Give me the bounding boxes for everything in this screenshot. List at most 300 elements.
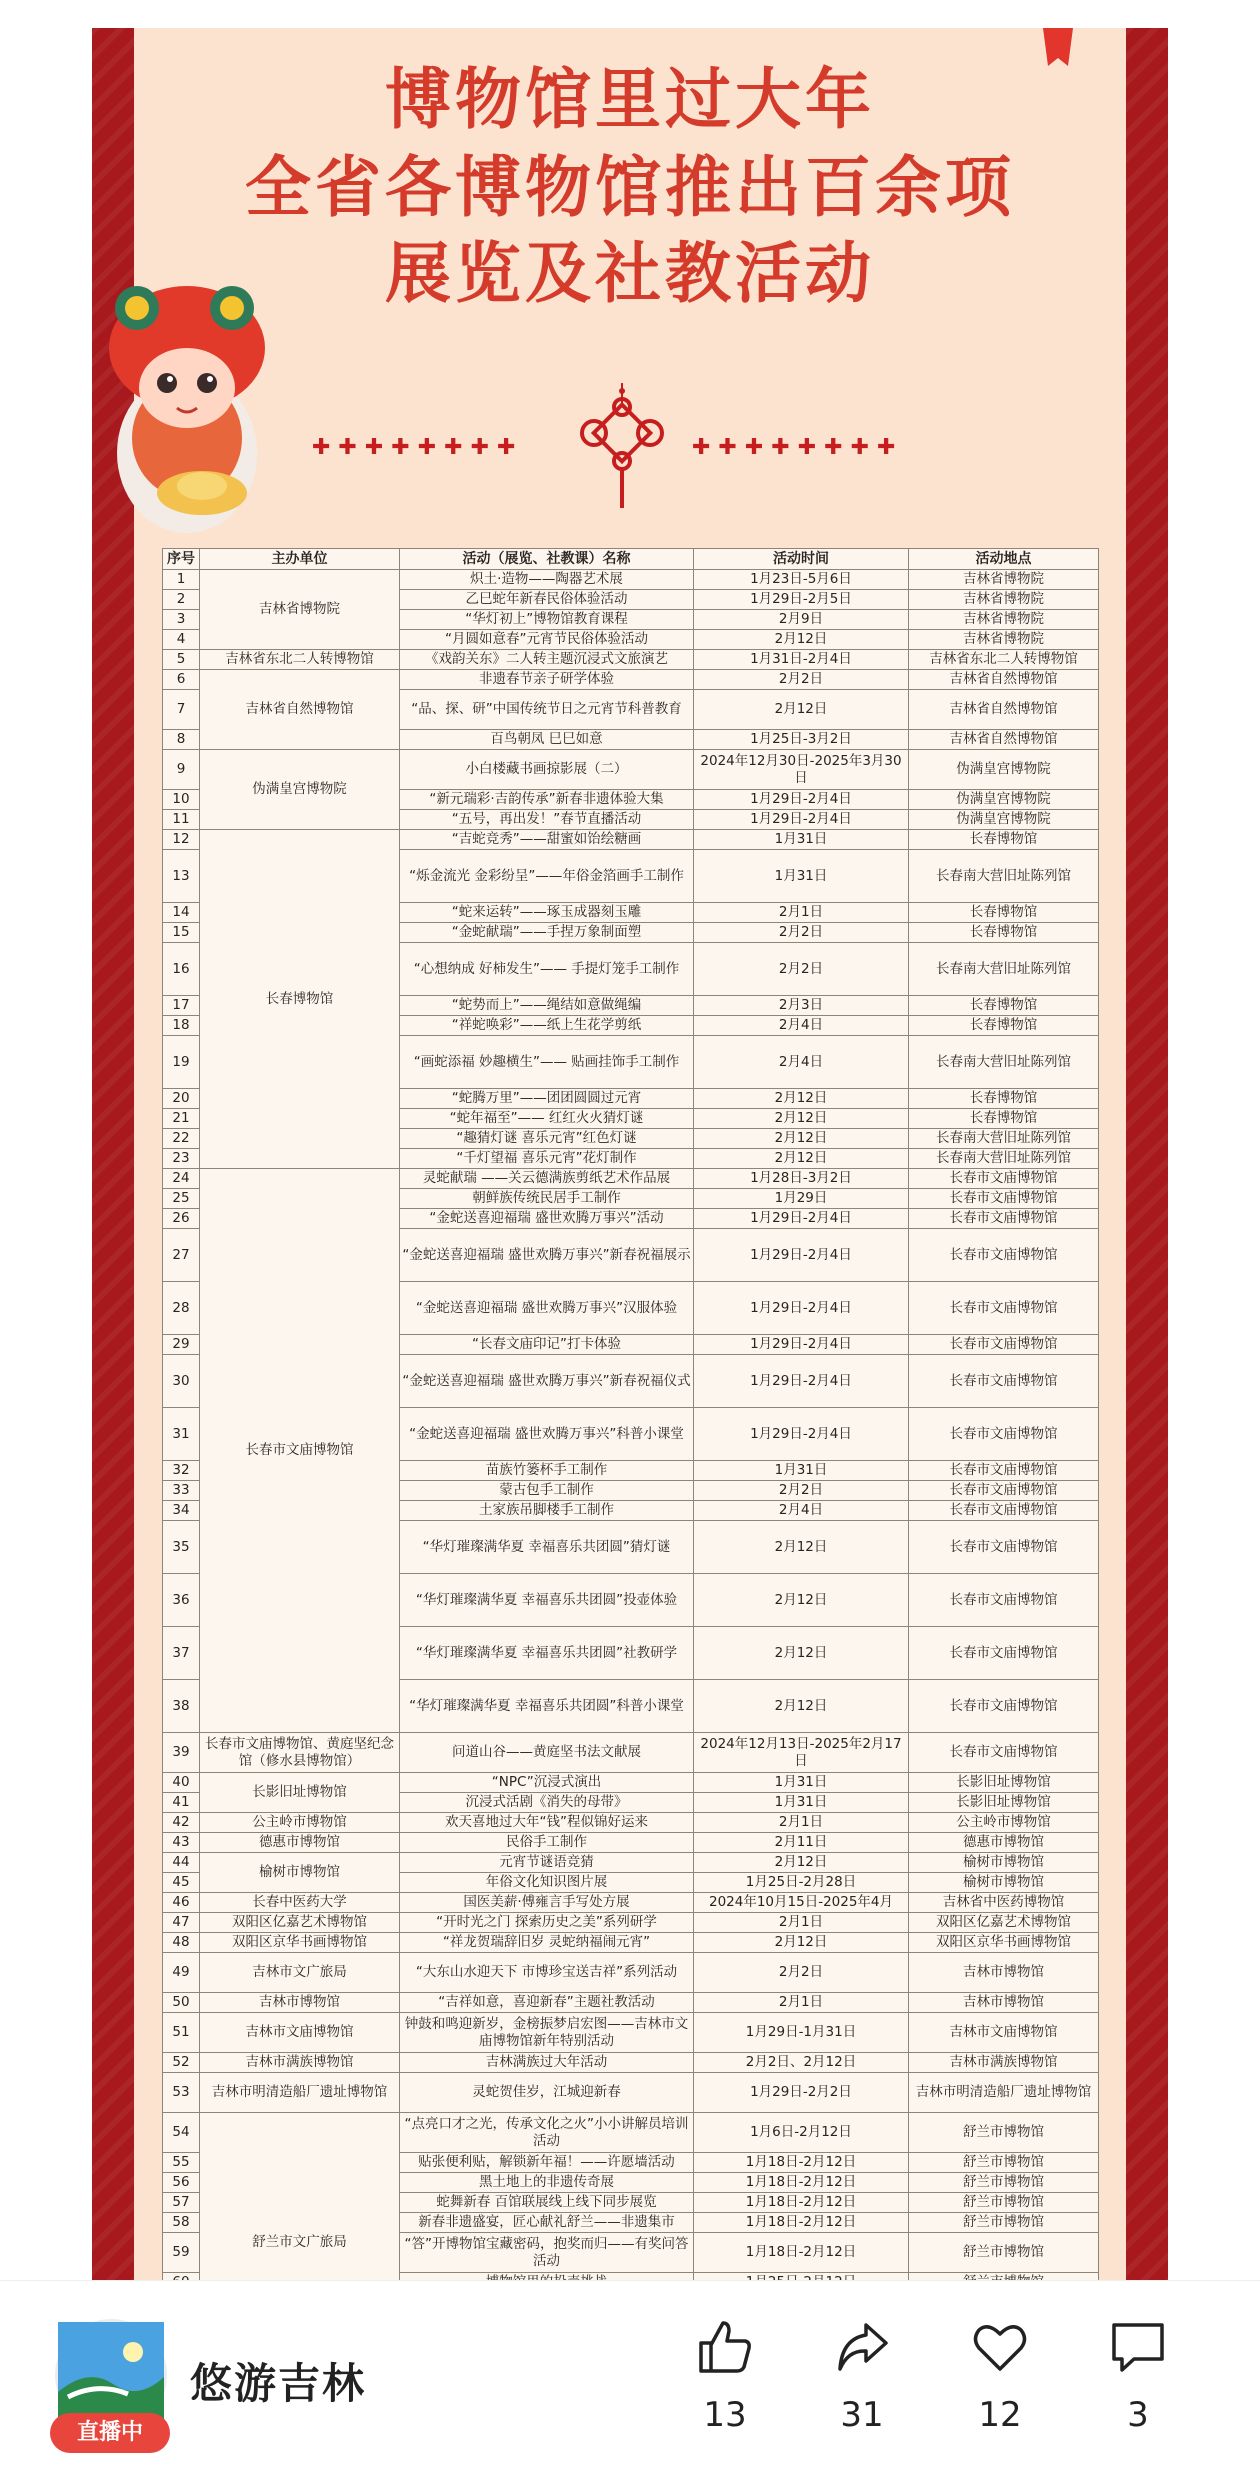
row-time: 2月12日	[694, 1680, 909, 1733]
row-location: 长春市文庙博物馆	[909, 1355, 1099, 1408]
row-index: 18	[163, 1016, 200, 1036]
row-time: 2月3日	[694, 996, 909, 1016]
row-activity: 土家族吊脚楼手工制作	[400, 1501, 694, 1521]
row-location: 长春市文庙博物馆	[909, 1733, 1099, 1773]
row-organizer: 双阳区亿嘉艺术博物馆	[200, 1913, 400, 1933]
row-time: 1月29日-2月4日	[694, 1209, 909, 1229]
row-time: 1月25日-3月2日	[694, 730, 909, 750]
row-location: 长春市文庙博物馆	[909, 1282, 1099, 1335]
row-organizer: 吉林省自然博物馆	[200, 670, 400, 750]
chinese-knot-icon	[572, 383, 672, 513]
row-index: 4	[163, 630, 200, 650]
row-location: 长春博物馆	[909, 1089, 1099, 1109]
table-row	[163, 1169, 1099, 1189]
row-time: 1月29日-2月4日	[694, 1335, 909, 1355]
row-location: 长春博物馆	[909, 1016, 1099, 1036]
events-table-body	[163, 570, 1099, 2373]
row-time: 2月12日	[694, 1521, 909, 1574]
decorative-crosses-left: ✚✚✚✚✚✚✚✚	[312, 435, 524, 460]
header-organizer: 主办单位	[200, 549, 400, 570]
row-index: 36	[163, 1574, 200, 1627]
row-organizer: 长影旧址博物馆	[200, 1773, 400, 1813]
table-row	[163, 1933, 1099, 1953]
row-location: 长春南大营旧址陈列馆	[909, 943, 1099, 996]
row-time: 1月18日-2月12日	[694, 2233, 909, 2273]
row-time: 1月23日-5月6日	[694, 570, 909, 590]
poster-right-border	[1126, 28, 1168, 2280]
row-location: 舒兰市博物馆	[909, 2233, 1099, 2273]
row-time: 1月31日	[694, 1773, 909, 1793]
row-location: 吉林省东北二人转博物馆	[909, 650, 1099, 670]
table-row	[163, 1953, 1099, 1993]
row-index: 59	[163, 2233, 200, 2273]
row-location: 长春市文庙博物馆	[909, 1189, 1099, 1209]
row-time: 2月12日	[694, 1129, 909, 1149]
row-time: 2月12日	[694, 1109, 909, 1129]
row-index: 42	[163, 1813, 200, 1833]
row-location: 长春市文庙博物馆	[909, 1501, 1099, 1521]
row-activity: “蛇势而上”——绳结如意做绳编	[400, 996, 694, 1016]
row-time: 2月2日	[694, 1953, 909, 1993]
table-row	[163, 750, 1099, 790]
row-time: 2月12日	[694, 1853, 909, 1873]
row-time: 2月2日	[694, 1481, 909, 1501]
row-activity: 国医美薪·傅雍言手写处方展	[400, 1893, 694, 1913]
row-index: 21	[163, 1109, 200, 1129]
row-time: 1月31日	[694, 1793, 909, 1813]
row-activity: 乙巳蛇年新春民俗体验活动	[400, 590, 694, 610]
share-button[interactable]	[812, 2317, 912, 2435]
row-location: 长春南大营旧址陈列馆	[909, 1149, 1099, 1169]
row-time: 1月6日-2月12日	[694, 2113, 909, 2153]
row-time: 1月29日-2月2日	[694, 2073, 909, 2113]
row-time: 1月18日-2月12日	[694, 2193, 909, 2213]
row-location: 长春市文庙博物馆	[909, 1627, 1099, 1680]
row-location: 德惠市博物馆	[909, 1833, 1099, 1853]
row-organizer: 公主岭市博物馆	[200, 1813, 400, 1833]
row-location: 长春南大营旧址陈列馆	[909, 1036, 1099, 1089]
row-time: 2024年10月15日-2025年4月	[694, 1893, 909, 1913]
poster-title-line-3: 展览及社教活动	[385, 235, 875, 312]
row-index: 53	[163, 2073, 200, 2113]
row-location: 吉林省博物院	[909, 590, 1099, 610]
row-activity: “金蛇送喜迎福瑞 盛世欢腾万事兴”科普小课堂	[400, 1408, 694, 1461]
row-time: 2月1日	[694, 903, 909, 923]
row-time: 2月2日	[694, 943, 909, 996]
row-time: 1月18日-2月12日	[694, 2173, 909, 2193]
row-location: 吉林省博物院	[909, 570, 1099, 590]
row-activity: “画蛇添福 妙趣横生”—— 贴画挂饰手工制作	[400, 1036, 694, 1089]
row-activity: “千灯望福 喜乐元宵”花灯制作	[400, 1149, 694, 1169]
row-index: 58	[163, 2213, 200, 2233]
row-location: 长春博物馆	[909, 996, 1099, 1016]
row-organizer: 吉林市博物馆	[200, 1993, 400, 2013]
row-location: 吉林市博物馆	[909, 1993, 1099, 2013]
table-row	[163, 1773, 1099, 1793]
row-time: 1月31日	[694, 830, 909, 850]
row-organizer: 长春中医药大学	[200, 1893, 400, 1913]
row-index: 2	[163, 590, 200, 610]
row-location: 长春市文庙博物馆	[909, 1481, 1099, 1501]
row-location: 长春南大营旧址陈列馆	[909, 1129, 1099, 1149]
row-index: 51	[163, 2013, 200, 2053]
row-index: 43	[163, 1833, 200, 1853]
row-activity: 新春非遗盛宴，匠心献礼舒兰——非遗集市	[400, 2213, 694, 2233]
row-activity: “蛇年福至”—— 红红火火猜灯谜	[400, 1109, 694, 1129]
row-index: 50	[163, 1993, 200, 2013]
table-row	[163, 1993, 1099, 2013]
row-location: 长春南大营旧址陈列馆	[909, 850, 1099, 903]
table-row	[163, 830, 1099, 850]
row-activity: “答”开博物馆宝藏密码，抱奖而归——有奖问答活动	[400, 2233, 694, 2273]
row-time: 2月9日	[694, 610, 909, 630]
row-activity: 苗族竹篓杯手工制作	[400, 1461, 694, 1481]
row-organizer: 双阳区京华书画博物馆	[200, 1933, 400, 1953]
row-organizer: 吉林市满族博物馆	[200, 2053, 400, 2073]
row-activity: “月圆如意春”元宵节民俗体验活动	[400, 630, 694, 650]
row-activity: “吉祥如意，喜迎新春”主题社教活动	[400, 1993, 694, 2013]
row-organizer: 德惠市博物馆	[200, 1833, 400, 1853]
table-row	[163, 650, 1099, 670]
row-location: 舒兰市博物馆	[909, 2173, 1099, 2193]
row-location: 吉林省博物院	[909, 630, 1099, 650]
row-index: 40	[163, 1773, 200, 1793]
row-time: 1月29日-2月4日	[694, 1282, 909, 1335]
row-index: 10	[163, 790, 200, 810]
bottom-action-bar	[0, 2280, 1260, 2469]
row-organizer: 吉林市文广旅局	[200, 1953, 400, 1993]
row-index: 5	[163, 650, 200, 670]
comment-count: 3	[1127, 2395, 1149, 2435]
row-activity: “NPC”沉浸式演出	[400, 1773, 694, 1793]
row-activity: “金蛇献瑞”——手捏万象制面塑	[400, 923, 694, 943]
row-index: 19	[163, 1036, 200, 1089]
row-location: 长影旧址博物馆	[909, 1773, 1099, 1793]
row-index: 16	[163, 943, 200, 996]
row-index: 46	[163, 1893, 200, 1913]
row-activity: “金蛇送喜迎福瑞 盛世欢腾万事兴”新春祝福展示	[400, 1229, 694, 1282]
row-index: 13	[163, 850, 200, 903]
row-index: 24	[163, 1169, 200, 1189]
row-activity: 贴张便利贴，解锁新年福！——许愿墙活动	[400, 2153, 694, 2173]
row-index: 23	[163, 1149, 200, 1169]
share-count: 31	[840, 2395, 884, 2435]
row-location: 吉林省博物院	[909, 610, 1099, 630]
events-table-wrapper	[162, 548, 1098, 2373]
row-time: 1月29日-2月4日	[694, 790, 909, 810]
row-index: 12	[163, 830, 200, 850]
row-index: 49	[163, 1953, 200, 1993]
row-location: 长春市文庙博物馆	[909, 1209, 1099, 1229]
row-time: 1月29日-1月31日	[694, 2013, 909, 2053]
row-activity: “新元瑞彩·吉韵传承”新春非遗体验大集	[400, 790, 694, 810]
favorite-count: 12	[978, 2395, 1022, 2435]
row-activity: 问道山谷——黄庭坚书法文献展	[400, 1733, 694, 1773]
comment-button[interactable]	[1088, 2317, 1188, 2435]
row-time: 1月29日-2月5日	[694, 590, 909, 610]
row-time: 2月4日	[694, 1501, 909, 1521]
row-activity: “金蛇送喜迎福瑞 盛世欢腾万事兴”汉服体验	[400, 1282, 694, 1335]
row-index: 11	[163, 810, 200, 830]
row-time: 2月12日	[694, 630, 909, 650]
thumbs-up-icon	[695, 2317, 755, 2377]
row-activity: “烁金流光 金彩纷呈”——年俗金箔画手工制作	[400, 850, 694, 903]
row-location: 长影旧址博物馆	[909, 1793, 1099, 1813]
row-location: 舒兰市博物馆	[909, 2153, 1099, 2173]
row-time: 2月11日	[694, 1833, 909, 1853]
row-activity: “蛇腾万里”——团团圆圆过元宵	[400, 1089, 694, 1109]
row-location: 长春博物馆	[909, 1109, 1099, 1129]
row-index: 34	[163, 1501, 200, 1521]
row-location: 榆树市博物馆	[909, 1873, 1099, 1893]
row-time: 1月28日-3月2日	[694, 1169, 909, 1189]
row-index: 55	[163, 2153, 200, 2173]
row-location: 伪满皇宫博物院	[909, 790, 1099, 810]
row-organizer: 长春博物馆	[200, 830, 400, 1169]
table-row	[163, 1913, 1099, 1933]
row-location: 吉林省中医药博物馆	[909, 1893, 1099, 1913]
row-activity: “心想纳成 好柿发生”—— 手提灯笼手工制作	[400, 943, 694, 996]
row-time: 2月2日	[694, 923, 909, 943]
row-activity: 元宵节谜语竞猜	[400, 1853, 694, 1873]
row-location: 长春博物馆	[909, 830, 1099, 850]
row-location: 长春市文庙博物馆	[909, 1521, 1099, 1574]
row-location: 吉林市文庙博物馆	[909, 2013, 1099, 2053]
row-time: 2月12日	[694, 1089, 909, 1109]
row-index: 7	[163, 690, 200, 730]
header-location: 活动地点	[909, 549, 1099, 570]
row-organizer: 吉林市明清造船厂遗址博物馆	[200, 2073, 400, 2113]
row-activity: “趣猜灯谜 喜乐元宵”红色灯谜	[400, 1129, 694, 1149]
table-header-row	[163, 549, 1099, 570]
row-location: 吉林市明清造船厂遗址博物馆	[909, 2073, 1099, 2113]
row-activity: “华灯初上”博物馆教育课程	[400, 610, 694, 630]
poster-image	[92, 28, 1168, 2280]
like-count: 13	[703, 2395, 747, 2435]
row-time: 2月4日	[694, 1016, 909, 1036]
row-location: 双阳区京华书画博物馆	[909, 1933, 1099, 1953]
row-index: 39	[163, 1733, 200, 1773]
row-activity: 沉浸式活剧《消失的母带》	[400, 1793, 694, 1813]
row-activity: “点亮口才之光，传承文化之火”小小讲解员培训活动	[400, 2113, 694, 2153]
table-row	[163, 2053, 1099, 2073]
events-table	[162, 548, 1099, 2373]
row-time: 2月12日	[694, 1627, 909, 1680]
row-time: 2024年12月30日-2025年3月30日	[694, 750, 909, 790]
row-index: 32	[163, 1461, 200, 1481]
row-time: 2月12日	[694, 1574, 909, 1627]
row-activity: 朝鲜族传统民居手工制作	[400, 1189, 694, 1209]
row-index: 31	[163, 1408, 200, 1461]
row-activity: “大东山水迎天下 市博珍宝送吉祥”系列活动	[400, 1953, 694, 1993]
row-index: 38	[163, 1680, 200, 1733]
favorite-button[interactable]	[950, 2317, 1050, 2435]
row-time: 1月31日-2月4日	[694, 650, 909, 670]
row-time: 2月4日	[694, 1036, 909, 1089]
row-index: 33	[163, 1481, 200, 1501]
row-activity: “金蛇送喜迎福瑞 盛世欢腾万事兴”新春祝福仪式	[400, 1355, 694, 1408]
row-time: 1月29日	[694, 1189, 909, 1209]
row-activity: 小白楼藏书画掠影展（二）	[400, 750, 694, 790]
heart-icon	[970, 2317, 1030, 2377]
row-index: 28	[163, 1282, 200, 1335]
row-activity: 百鸟朝凤 巳巳如意	[400, 730, 694, 750]
table-row	[163, 570, 1099, 590]
row-index: 6	[163, 670, 200, 690]
row-time: 1月18日-2月12日	[694, 2153, 909, 2173]
row-location: 公主岭市博物馆	[909, 1813, 1099, 1833]
decorative-crosses-right: ✚✚✚✚✚✚✚✚	[692, 435, 904, 460]
row-index: 1	[163, 570, 200, 590]
row-location: 吉林省自然博物馆	[909, 730, 1099, 750]
row-activity: “五号，再出发！”春节直播活动	[400, 810, 694, 830]
row-location: 吉林省自然博物馆	[909, 670, 1099, 690]
row-index: 29	[163, 1335, 200, 1355]
poster-title-line-2: 全省各博物馆推出百余项	[245, 149, 1015, 226]
row-location: 长春市文庙博物馆	[909, 1229, 1099, 1282]
row-organizer: 长春市文庙博物馆、黄庭坚纪念馆（修水县博物馆）	[200, 1733, 400, 1773]
row-activity: 蛇舞新春 百馆联展线上线下同步展览	[400, 2193, 694, 2213]
row-time: 2月2日	[694, 670, 909, 690]
row-index: 37	[163, 1627, 200, 1680]
row-index: 15	[163, 923, 200, 943]
row-time: 2024年12月13日-2025年2月17日	[694, 1733, 909, 1773]
header-activity: 活动（展览、社教课）名称	[400, 549, 694, 570]
row-location: 榆树市博物馆	[909, 1853, 1099, 1873]
row-location: 吉林市满族博物馆	[909, 2053, 1099, 2073]
row-index: 47	[163, 1913, 200, 1933]
row-activity: “华灯璀璨满华夏 幸福喜乐共团圆”社教研学	[400, 1627, 694, 1680]
channel-name[interactable]: 悠游吉林	[190, 2359, 367, 2408]
row-time: 1月18日-2月12日	[694, 2213, 909, 2233]
table-row	[163, 670, 1099, 690]
like-button[interactable]	[675, 2317, 775, 2435]
row-index: 3	[163, 610, 200, 630]
table-row	[163, 2013, 1099, 2053]
row-organizer: 舒兰市文广旅局	[200, 2113, 400, 2373]
row-activity: 年俗文化知识图片展	[400, 1873, 694, 1893]
row-time: 2月2日、2月12日	[694, 2053, 909, 2073]
row-organizer: 吉林市文庙博物馆	[200, 2013, 400, 2053]
row-location: 舒兰市博物馆	[909, 2113, 1099, 2153]
row-organizer: 吉林省东北二人转博物馆	[200, 650, 400, 670]
row-index: 9	[163, 750, 200, 790]
row-index: 35	[163, 1521, 200, 1574]
row-index: 45	[163, 1873, 200, 1893]
row-activity: “长春文庙印记”打卡体验	[400, 1335, 694, 1355]
header-index: 序号	[163, 549, 200, 570]
table-row	[163, 2073, 1099, 2113]
table-row	[163, 1833, 1099, 1853]
row-index: 54	[163, 2113, 200, 2153]
row-time: 1月29日-2月4日	[694, 1229, 909, 1282]
row-activity: 民俗手工制作	[400, 1833, 694, 1853]
row-activity: “华灯璀璨满华夏 幸福喜乐共团圆”投壶体验	[400, 1574, 694, 1627]
row-location: 伪满皇宫博物院	[909, 750, 1099, 790]
row-location: 吉林省自然博物馆	[909, 690, 1099, 730]
row-index: 48	[163, 1933, 200, 1953]
row-time: 2月1日	[694, 1813, 909, 1833]
table-row	[163, 1853, 1099, 1873]
row-index: 52	[163, 2053, 200, 2073]
row-activity: 非遗春节亲子研学体验	[400, 670, 694, 690]
row-time: 1月25日-2月28日	[694, 1873, 909, 1893]
row-index: 14	[163, 903, 200, 923]
header-time: 活动时间	[694, 549, 909, 570]
comment-bubble-icon	[1108, 2317, 1168, 2377]
poster-title-line-1: 博物馆里过大年	[385, 61, 875, 138]
row-organizer: 伪满皇宫博物院	[200, 750, 400, 830]
row-organizer: 榆树市博物馆	[200, 1853, 400, 1893]
row-activity: 炽土·造物——陶器艺术展	[400, 570, 694, 590]
row-location: 吉林市博物馆	[909, 1953, 1099, 1993]
row-location: 长春博物馆	[909, 923, 1099, 943]
row-time: 1月31日	[694, 850, 909, 903]
row-activity: “品、探、研”中国传统节日之元宵节科普教育	[400, 690, 694, 730]
row-organizer: 吉林省博物院	[200, 570, 400, 650]
row-index: 44	[163, 1853, 200, 1873]
row-location: 双阳区亿嘉艺术博物馆	[909, 1913, 1099, 1933]
row-index: 8	[163, 730, 200, 750]
row-activity: 灵蛇贺佳岁，江城迎新春	[400, 2073, 694, 2113]
row-time: 2月1日	[694, 1993, 909, 2013]
row-index: 22	[163, 1129, 200, 1149]
row-time: 1月29日-2月4日	[694, 810, 909, 830]
row-activity: 钟鼓和鸣迎新岁，金榜振梦启宏图——吉林市文庙博物馆新年特别活动	[400, 2013, 694, 2053]
row-activity: “祥蛇唤彩”——纸上生花学剪纸	[400, 1016, 694, 1036]
row-location: 长春市文庙博物馆	[909, 1408, 1099, 1461]
snake-mascot-illustration	[92, 238, 272, 548]
table-row	[163, 2113, 1099, 2153]
row-time: 1月29日-2月4日	[694, 1408, 909, 1461]
row-activity: “开时光之门 探索历史之美”系列研学	[400, 1913, 694, 1933]
row-index: 26	[163, 1209, 200, 1229]
row-location: 伪满皇宫博物院	[909, 810, 1099, 830]
row-activity: 黑土地上的非遗传奇展	[400, 2173, 694, 2193]
row-activity: “金蛇送喜迎福瑞 盛世欢腾万事兴”活动	[400, 1209, 694, 1229]
live-badge[interactable]: 直播中	[50, 2413, 170, 2453]
row-index: 27	[163, 1229, 200, 1282]
share-arrow-icon	[832, 2317, 892, 2377]
row-location: 长春市文庙博物馆	[909, 1169, 1099, 1189]
row-time: 2月12日	[694, 1149, 909, 1169]
table-row	[163, 1893, 1099, 1913]
row-index: 30	[163, 1355, 200, 1408]
row-location: 长春市文庙博物馆	[909, 1335, 1099, 1355]
row-index: 56	[163, 2173, 200, 2193]
row-index: 25	[163, 1189, 200, 1209]
row-activity: “华灯璀璨满华夏 幸福喜乐共团圆”猜灯谜	[400, 1521, 694, 1574]
row-activity: 《戏韵关东》二人转主题沉浸式文旅演艺	[400, 650, 694, 670]
row-location: 舒兰市博物馆	[909, 2193, 1099, 2213]
row-activity: 灵蛇献瑞 ——关云德满族剪纸艺术作品展	[400, 1169, 694, 1189]
row-activity: 吉林满族过大年活动	[400, 2053, 694, 2073]
row-activity: “华灯璀璨满华夏 幸福喜乐共团圆”科普小课堂	[400, 1680, 694, 1733]
row-index: 57	[163, 2193, 200, 2213]
row-time: 2月1日	[694, 1913, 909, 1933]
table-row	[163, 1733, 1099, 1773]
row-location: 长春市文庙博物馆	[909, 1680, 1099, 1733]
row-activity: “蛇来运转”——琢玉成器刻玉雕	[400, 903, 694, 923]
row-index: 17	[163, 996, 200, 1016]
row-location: 长春博物馆	[909, 903, 1099, 923]
row-location: 长春市文庙博物馆	[909, 1574, 1099, 1627]
row-location: 舒兰市博物馆	[909, 2213, 1099, 2233]
row-time: 2月12日	[694, 1933, 909, 1953]
row-time: 2月12日	[694, 690, 909, 730]
row-location: 长春市文庙博物馆	[909, 1461, 1099, 1481]
row-organizer: 长春市文庙博物馆	[200, 1169, 400, 1733]
